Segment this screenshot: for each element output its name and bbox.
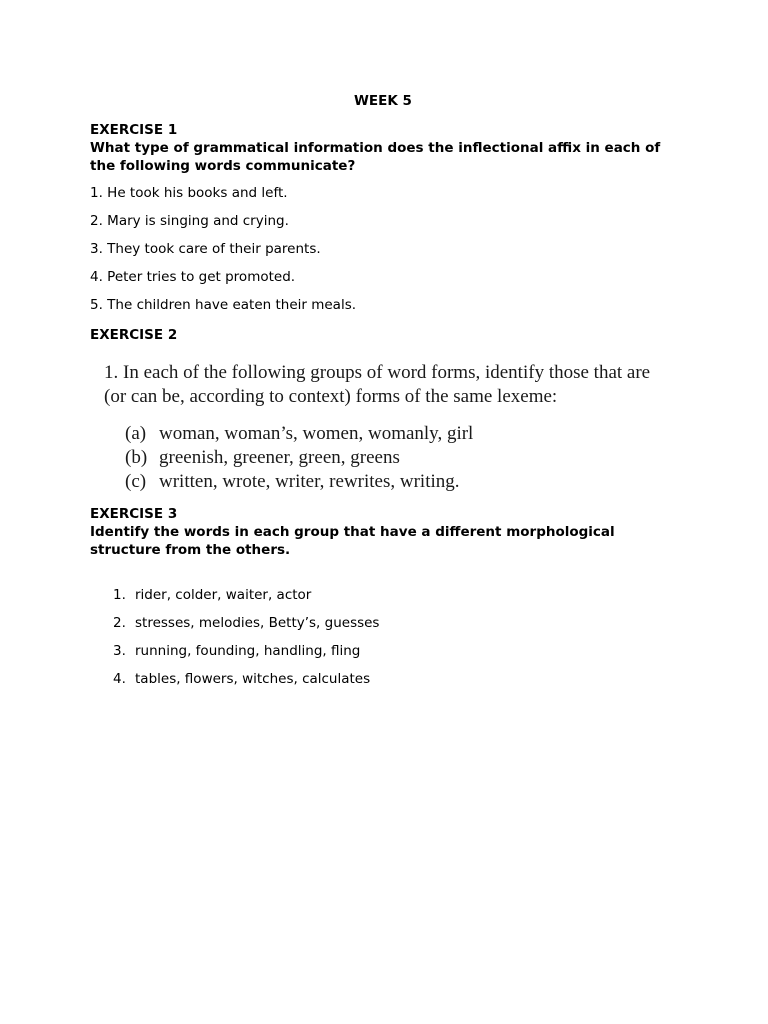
exercise-3-question-line-1: Identify the words in each group that have a different morphological bbox=[90, 524, 615, 540]
exercise-2-group-a bbox=[125, 423, 473, 445]
group-words: greenish, greener, green, greens bbox=[159, 447, 400, 468]
item-text: stresses, melodies, Betty’s, guesses bbox=[135, 615, 380, 631]
item-text: running, founding, handling, fling bbox=[135, 643, 361, 659]
exercise-3-question-line-2: structure from the others. bbox=[90, 542, 291, 558]
group-label: (a) bbox=[125, 423, 147, 444]
exercise-3-heading: EXERCISE 3 bbox=[90, 506, 178, 522]
item-number: 2. bbox=[113, 615, 126, 631]
group-label: (b) bbox=[125, 447, 148, 468]
exercise-2-instruction-line-1: 1. In each of the following groups of word forms, identify those that are bbox=[104, 362, 651, 383]
exercise-1-item: 3. They took care of their parents. bbox=[90, 241, 321, 257]
item-number: 3. bbox=[113, 643, 126, 659]
exercise-1-question-line-2: the following words communicate? bbox=[90, 158, 356, 174]
exercise-3-item bbox=[113, 615, 379, 631]
exercise-1-item: 4. Peter tries to get promoted. bbox=[90, 269, 296, 285]
exercise-1-heading: EXERCISE 1 bbox=[90, 122, 178, 138]
exercise-1-question-line-1: What type of grammatical information does the inflectional affix in each of bbox=[90, 140, 661, 156]
exercise-2-group-b bbox=[125, 447, 400, 469]
exercise-3-question bbox=[90, 523, 615, 559]
item-text: tables, flowers, witches, calculates bbox=[135, 671, 371, 687]
group-words: woman, woman’s, women, womanly, girl bbox=[159, 423, 474, 444]
exercise-2-group-c bbox=[125, 471, 460, 493]
exercise-1-item: 1. He took his books and left. bbox=[90, 185, 288, 201]
group-label: (c) bbox=[125, 471, 147, 492]
item-number: 1. bbox=[113, 587, 126, 603]
page-title: WEEK 5 bbox=[354, 93, 412, 109]
item-text: rider, colder, waiter, actor bbox=[135, 587, 312, 603]
exercise-2-heading: EXERCISE 2 bbox=[90, 327, 178, 343]
exercise-1-question bbox=[90, 139, 660, 175]
exercise-3-item bbox=[113, 587, 311, 603]
exercise-3-item bbox=[113, 643, 360, 659]
exercise-1-item: 2. Mary is singing and crying. bbox=[90, 213, 289, 229]
exercise-1-item: 5. The children have eaten their meals. bbox=[90, 297, 357, 313]
group-words: written, wrote, writer, rewrites, writing. bbox=[159, 471, 460, 492]
exercise-3-item bbox=[113, 671, 370, 687]
item-number: 4. bbox=[113, 671, 126, 687]
exercise-2-instruction-line-2: (or can be, according to context) forms of the same lexeme: bbox=[104, 386, 558, 407]
